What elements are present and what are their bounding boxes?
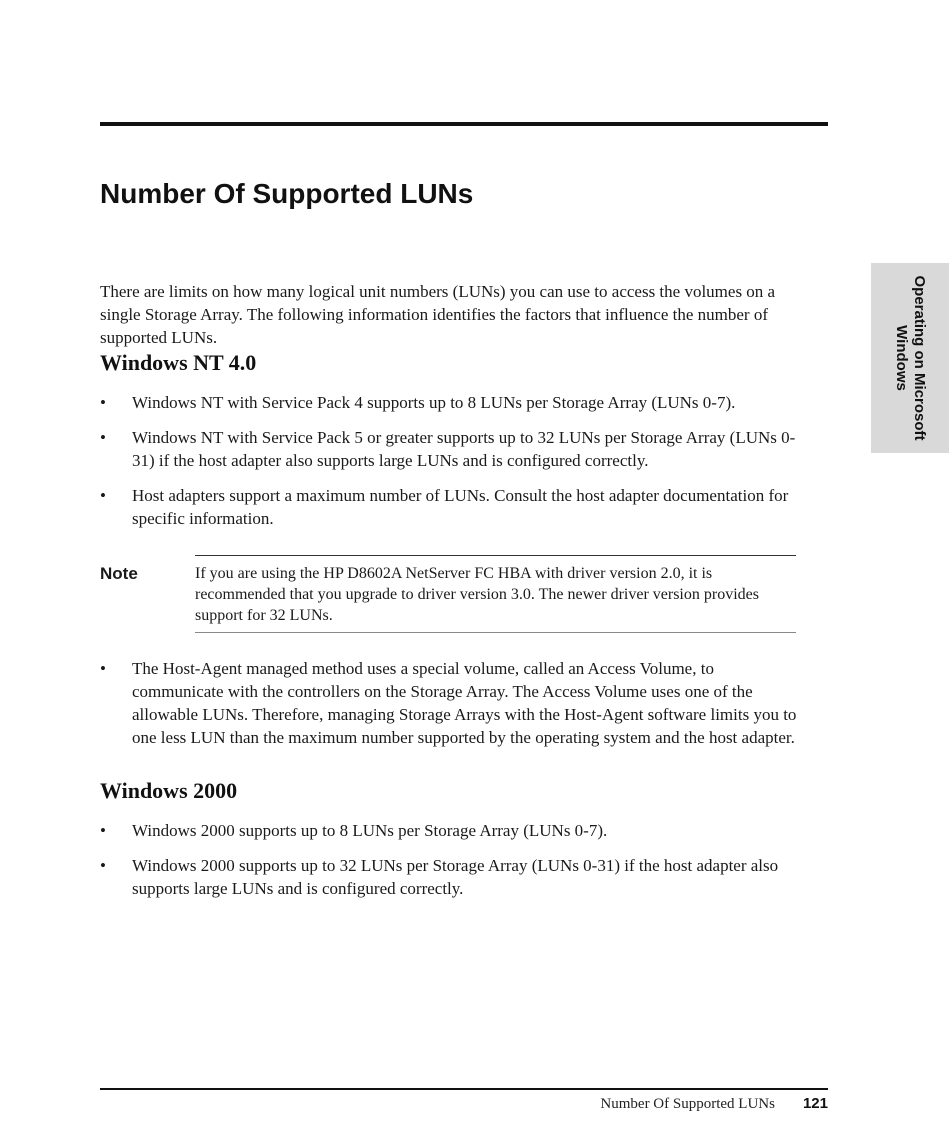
footer-rule bbox=[100, 1088, 828, 1090]
list-item-text: The Host-Agent managed method uses a special volume, called an Access Volume, to communicate with the controllers on the Storage Array. The Access Volume uses one of the allowable LUNs. Therefore, managing Storage Arrays with the Host-Agent software limits you to one less LUN than the maximum number supported by the operating system and the host adapter. bbox=[132, 659, 797, 747]
note-label: Note bbox=[100, 564, 138, 583]
list-item bbox=[100, 484, 800, 530]
list-item bbox=[100, 854, 800, 900]
bullet-glyph: • bbox=[100, 486, 106, 505]
page-number: 121 bbox=[802, 1095, 828, 1112]
section-heading-windows-2000: Windows 2000 bbox=[100, 778, 238, 803]
list-item bbox=[100, 819, 800, 842]
list-item bbox=[100, 426, 800, 472]
list-item-text: Windows NT with Service Pack 5 or greater supports up to 32 LUNs per Storage Array (LUNs 0-31) if the host adapter also supports large LUNs and is configured correctly. bbox=[132, 428, 796, 470]
main-content bbox=[100, 280, 800, 912]
bullet-glyph: • bbox=[100, 659, 106, 678]
list-item bbox=[100, 657, 800, 749]
list-item-text: Windows NT with Service Pack 4 supports up to 8 LUNs per Storage Array (LUNs 0-7). bbox=[132, 393, 736, 412]
windows-nt-bullets bbox=[100, 391, 800, 530]
bullet-glyph: • bbox=[100, 428, 106, 447]
section-heading-windows-nt: Windows NT 4.0 bbox=[100, 350, 257, 375]
intro-paragraph: There are limits on how many logical unit numbers (LUNs) you can use to access the volumes on a single Storage Array. The following information identifies the factors that influence the number of supported LUNs. bbox=[100, 282, 776, 347]
bullet-glyph: • bbox=[100, 393, 106, 412]
list-item-text: Windows 2000 supports up to 32 LUNs per Storage Array (LUNs 0-31) if the host adapter also supports large LUNs and is configured correctly. bbox=[132, 856, 779, 898]
note-text: If you are using the HP D8602A NetServer FC HBA with driver version 2.0, it is recommended that you upgrade to driver version 3.0. The newer driver version provides support for 32 LUNs. bbox=[195, 555, 796, 633]
side-tab-line-2: Windows bbox=[893, 325, 910, 391]
side-tab-line-1: Operating on Microsoft bbox=[911, 275, 928, 441]
chapter-side-tab-label bbox=[892, 263, 928, 453]
page-title: Number Of Supported LUNs bbox=[100, 178, 474, 209]
windows-nt-bullets-continued bbox=[100, 657, 800, 749]
chapter-side-tab bbox=[871, 263, 949, 453]
note-block bbox=[100, 555, 800, 633]
footer-title: Number Of Supported LUNs bbox=[600, 1096, 775, 1112]
list-item-text: Windows 2000 supports up to 8 LUNs per Storage Array (LUNs 0-7). bbox=[132, 821, 608, 840]
list-item-text: Host adapters support a maximum number of LUNs. Consult the host adapter documentation for specific information. bbox=[132, 486, 789, 528]
windows-2000-bullets bbox=[100, 819, 800, 900]
page-footer bbox=[600, 1095, 828, 1113]
bullet-glyph: • bbox=[100, 821, 106, 840]
bullet-glyph: • bbox=[100, 856, 106, 875]
top-rule bbox=[100, 122, 828, 126]
list-item bbox=[100, 391, 800, 414]
